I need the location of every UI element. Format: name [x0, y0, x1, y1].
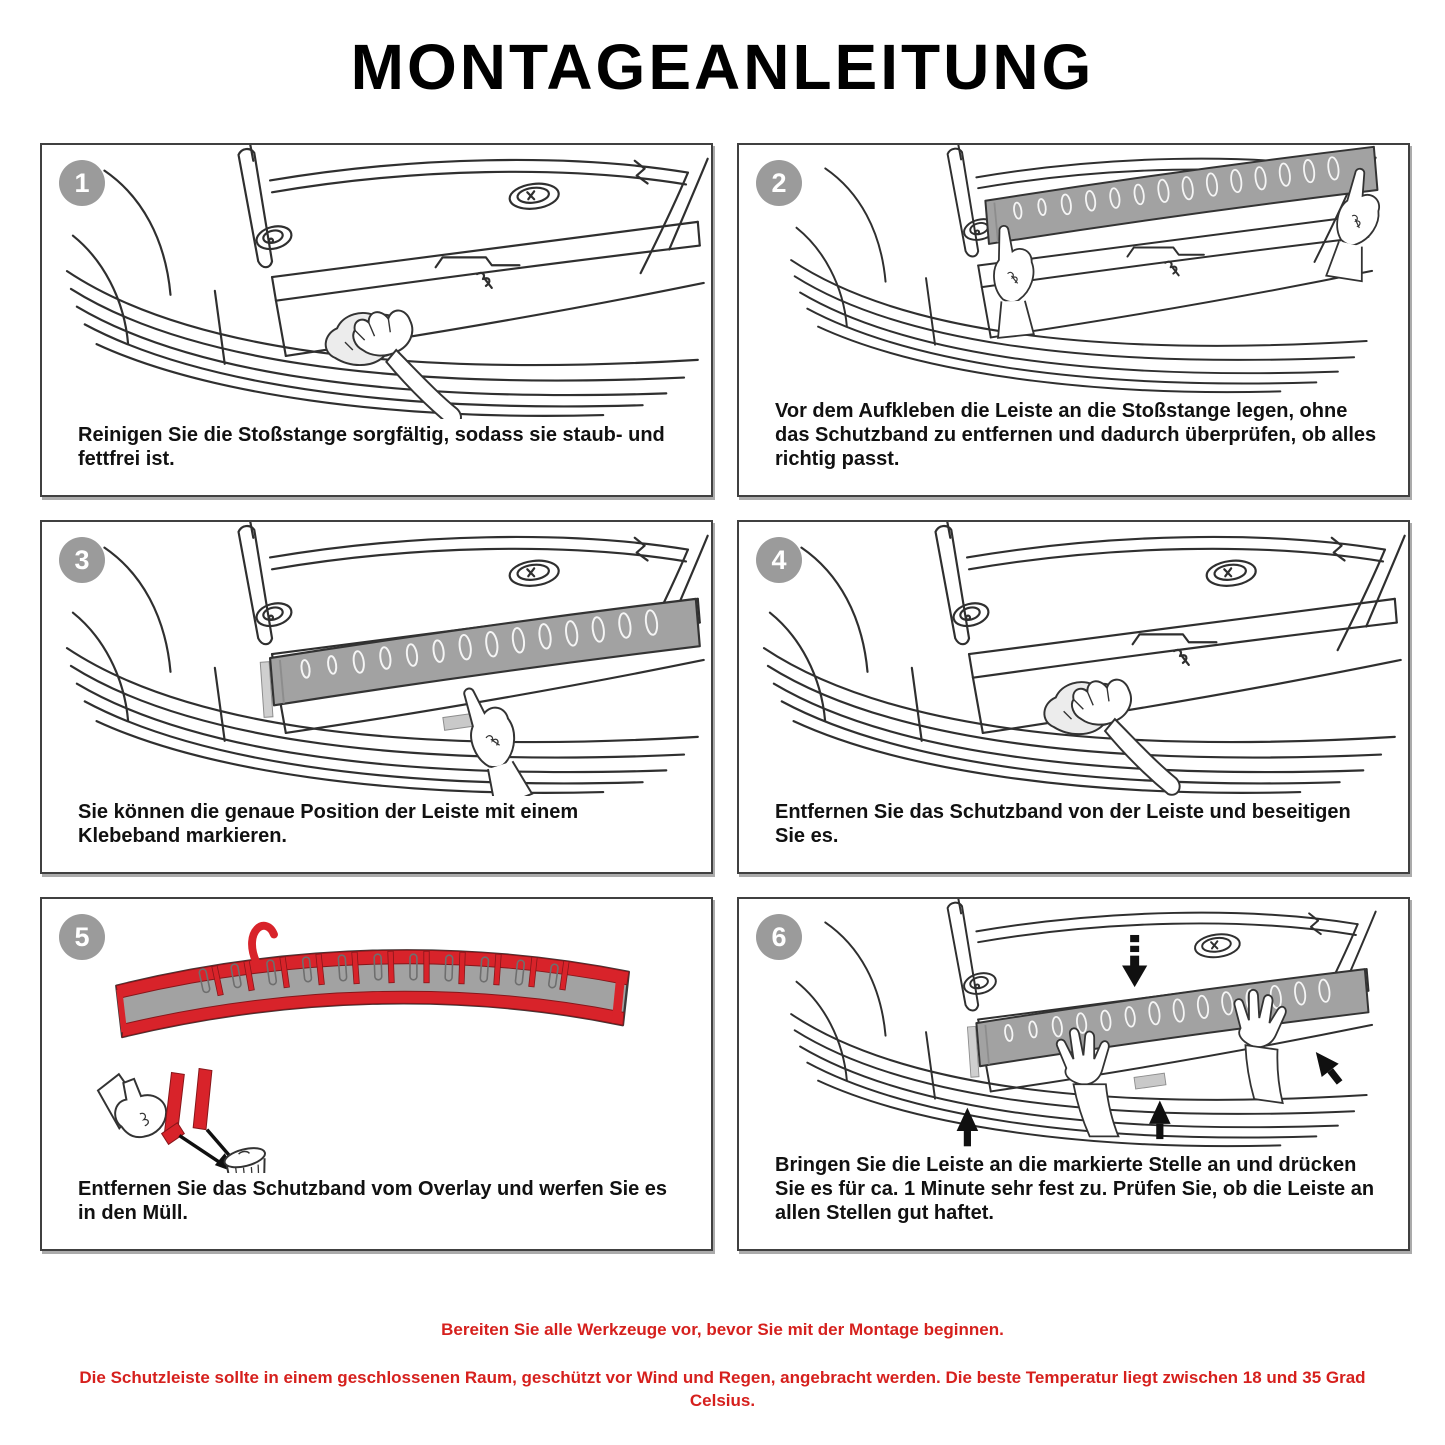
step-caption: Entfernen Sie das Schutzband vom Overlay und werfen Sie es in den Müll.	[78, 1178, 668, 1224]
step-3-figure	[42, 522, 711, 796]
car-rear-strip-positioned-illustration	[42, 522, 711, 796]
step-caption: Bringen Sie die Leiste an die markierte Stelle an und drücken Sie es für ca. 1 Minute sehr fest zu. Prüfen Sie, ob die Leiste an allen Stellen gut haftet.	[775, 1154, 1375, 1224]
marking-tape-tab	[1134, 1073, 1166, 1089]
step-2-figure	[739, 145, 1408, 395]
car-rear-line-art	[764, 522, 1405, 793]
strip-liner-removal-illustration	[42, 899, 711, 1173]
footer-warning-line2: Die Schutzleiste sollte in einem geschlossenen Raum, geschützt vor Wind und Regen, angebracht werden. Die beste Temperatur liegt zwischen 18 und 35 Grad Celsius.	[79, 1368, 1366, 1410]
liner-disposal-scene	[91, 1069, 270, 1173]
protector-strip	[270, 599, 700, 705]
marking-hand-icon	[450, 679, 538, 796]
red-liner-strips	[162, 1069, 212, 1145]
press-down-arrow-icon	[1122, 935, 1147, 987]
step-panel-6	[737, 897, 1410, 1251]
protector-strip	[976, 969, 1368, 1066]
step-panel-5	[40, 897, 713, 1251]
left-pressing-hand-icon	[1057, 1028, 1119, 1136]
step-number-badge: 4	[756, 537, 802, 583]
step-6-figure	[739, 899, 1408, 1149]
step-number-badge: 1	[59, 160, 105, 206]
trash-can-icon	[222, 1144, 270, 1173]
step-number-badge: 6	[756, 914, 802, 960]
car-rear-strip-test-fit-illustration	[739, 145, 1408, 395]
steps-grid	[40, 143, 1410, 1251]
footer-warning-line1: Bereiten Sie alle Werkzeuge vor, bevor Sie mit der Montage beginnen.	[441, 1320, 1004, 1339]
car-rear-remove-band-illustration	[739, 522, 1408, 796]
strip-with-red-liner	[116, 926, 629, 1037]
liner-peel-curl	[252, 926, 274, 962]
car-rear-cleaning-illustration	[42, 145, 711, 419]
pinching-hand-icon	[91, 1071, 171, 1141]
step-caption: Reinigen Sie die Stoßstange sorgfältig, sodass sie staub- und fettfrei ist.	[78, 424, 665, 470]
step-number-badge: 2	[756, 160, 802, 206]
footer-warnings	[0, 1320, 1445, 1413]
step-number-badge: 3	[59, 537, 105, 583]
step-panel-4	[737, 520, 1410, 874]
hand-with-cloth-icon	[326, 311, 461, 419]
step-caption: Entfernen Sie das Schutzband von der Leiste und beseitigen Sie es.	[775, 801, 1351, 847]
protector-strip	[985, 147, 1377, 244]
step-1-figure	[42, 145, 711, 419]
step-panel-1	[40, 143, 713, 497]
step-5-figure	[42, 899, 711, 1173]
step-caption: Sie können die genaue Position der Leiste mit einem Klebeband markieren.	[78, 801, 579, 847]
step-panel-2	[737, 143, 1410, 497]
press-up-arrow-right-icon	[1307, 1045, 1348, 1089]
step-panel-3	[40, 520, 713, 874]
step-4-figure	[739, 522, 1408, 796]
press-up-arrow-center-icon	[1149, 1100, 1171, 1139]
step-number-badge: 5	[59, 914, 105, 960]
car-rear-line-art	[67, 145, 708, 416]
step-caption: Vor dem Aufkleben die Leiste an die Stoßstange legen, ohne das Schutzband zu entfernen und dadurch überprüfen, ob alles richtig passt.	[775, 400, 1377, 470]
car-rear-pressing-illustration	[739, 899, 1408, 1149]
page-title: MONTAGEANLEITUNG	[350, 31, 1095, 103]
